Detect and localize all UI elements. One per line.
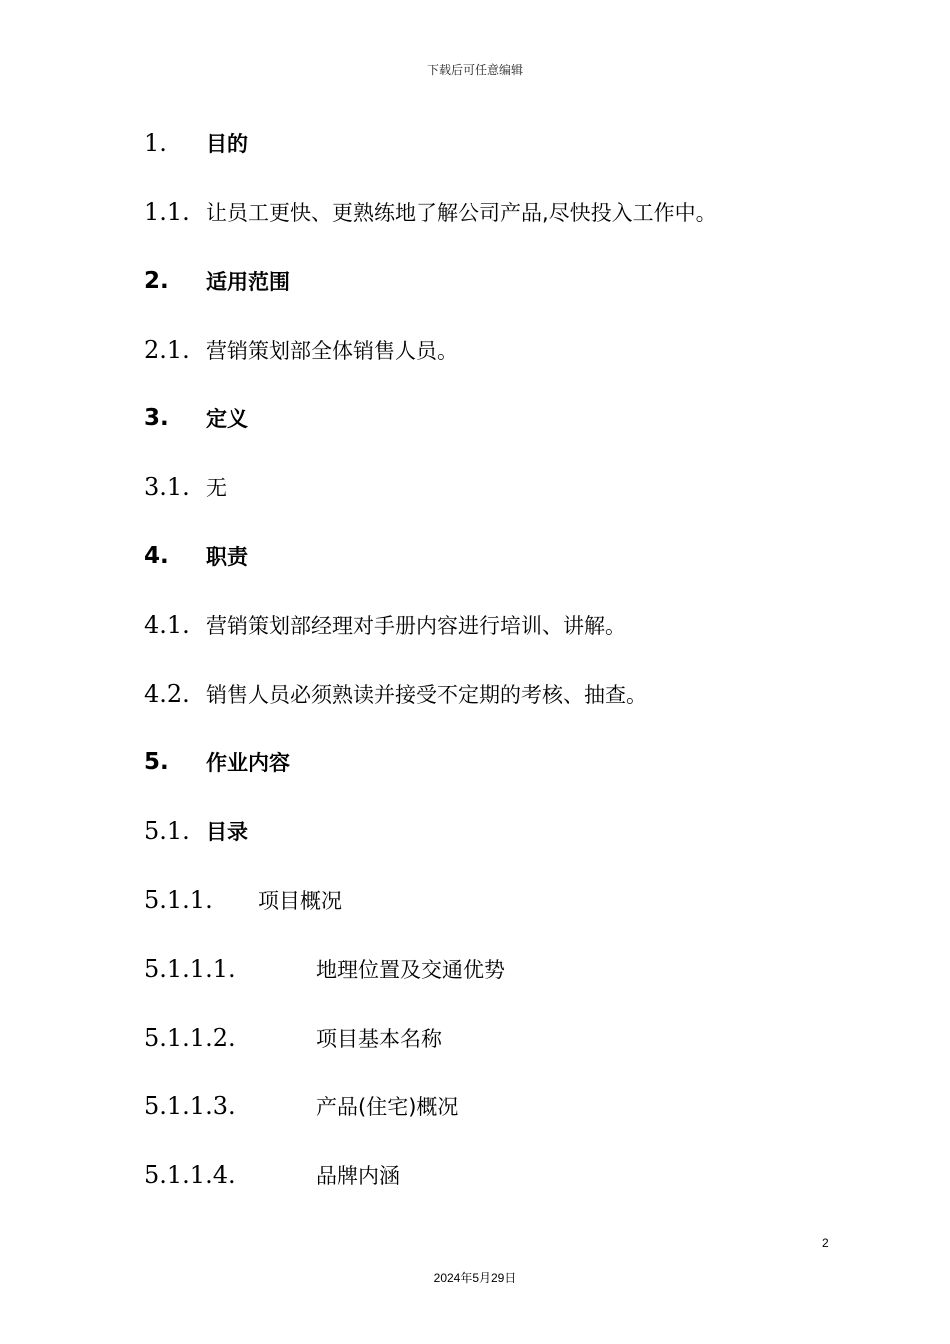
clause-text: 让员工更快、更熟练地了解公司产品,尽快投入工作中。 [206,201,717,225]
clause-number: 5.1. [144,817,190,845]
footer-date: 2024年5月29日 [433,1271,517,1285]
clause-number: 4.2. [144,680,190,708]
clause-number: 5.1.1.3. [144,1092,236,1120]
section-number: 5. [144,749,169,775]
clause-number: 5.1.1.2. [144,1024,236,1052]
clause-number: 5.1.1. [144,886,213,914]
page-number: 2 [822,1236,829,1250]
page-header: 下载后可任意编辑 [426,63,523,77]
clause-number: 3.1. [144,473,190,501]
clause-text: 销售人员必须熟读并接受不定期的考核、抽查。 [206,683,647,707]
clause-text: 营销策划部全体销售人员。 [206,339,458,363]
section-number: 2. [144,268,169,294]
section-title: 定义 [206,407,248,431]
section-title: 作业内容 [206,751,290,775]
clause-text: 项目概况 [258,889,342,913]
clause-number: 1.1. [144,198,190,226]
section-title: 职责 [206,545,248,569]
clause-number: 4.1. [144,611,190,639]
section-title: 目的 [206,132,248,156]
clause-text: 产品(住宅)概况 [316,1095,459,1119]
clause-text: 品牌内涵 [316,1164,400,1188]
clause-text: 项目基本名称 [316,1027,442,1051]
section-number: 4. [144,543,169,569]
section-title: 适用范围 [206,270,290,294]
clause-number: 5.1.1.1. [144,955,236,983]
clause-text: 目录 [206,820,248,844]
clause-number: 2.1. [144,336,190,364]
clause-text: 无 [206,476,227,500]
section-number: 3. [144,405,169,431]
clause-text: 营销策划部经理对手册内容进行培训、讲解。 [206,614,626,638]
clause-text: 地理位置及交通优势 [316,958,505,982]
section-number: 1. [144,129,167,157]
clause-number: 5.1.1.4. [144,1161,236,1189]
